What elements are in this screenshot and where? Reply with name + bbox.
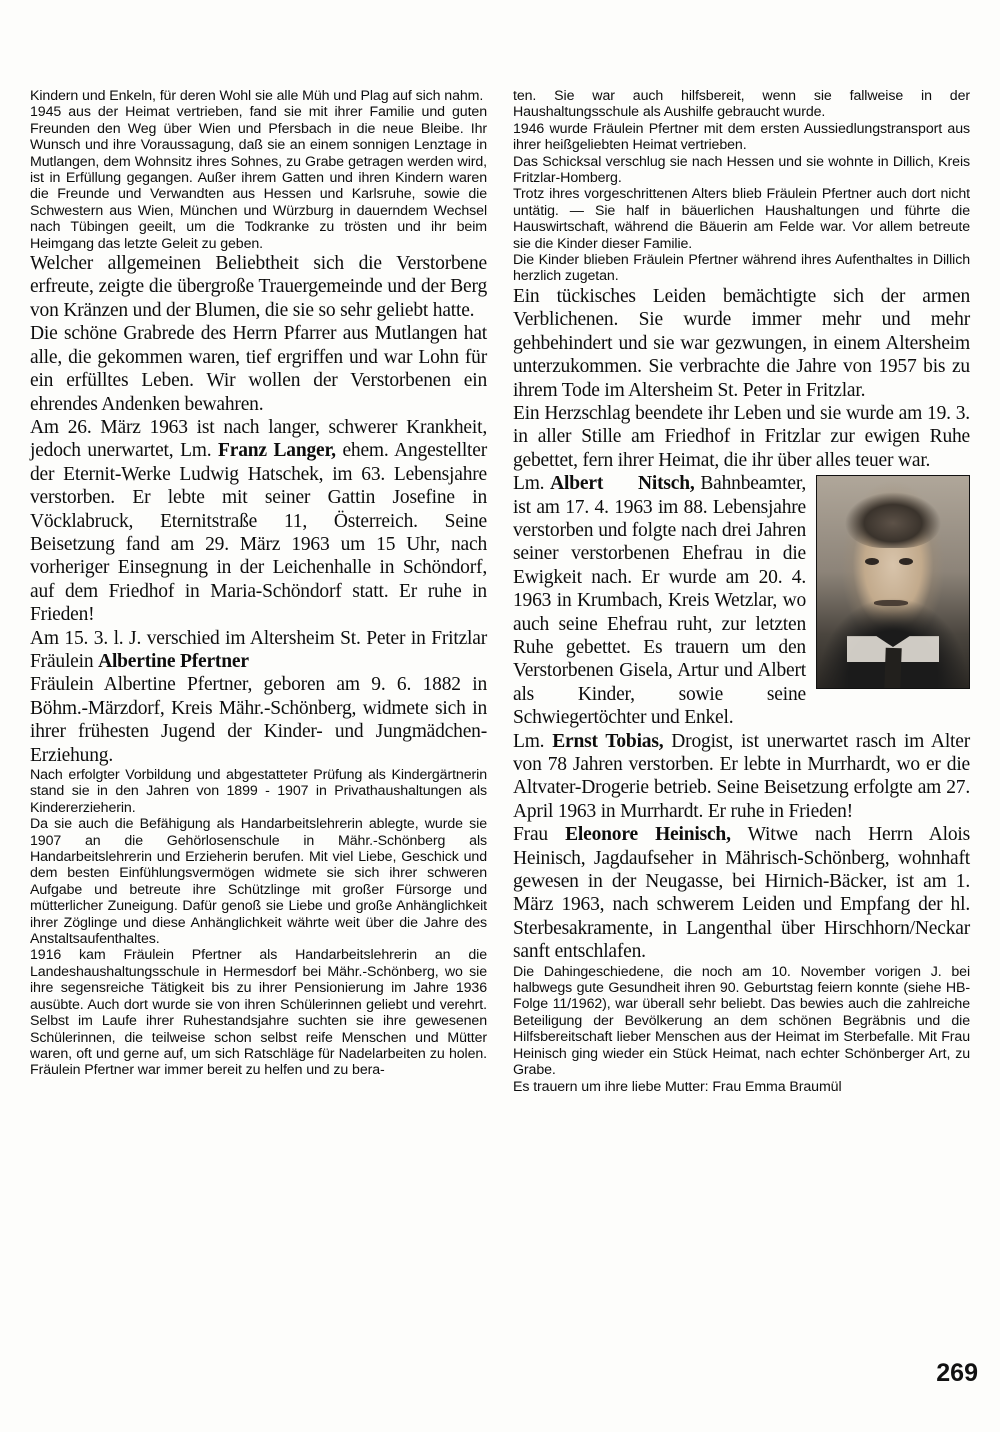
obituary-albert-nitsch: Lm. Albert Nitsch, Bahnbeamter, ist am 17. 4. 1963 im 88. Lebensjahre verstorben und folgte nach drei Jahren seiner verstorbenen Ehefrau in die Ewigkeit nach. Er wurde am 20. 4. 1963 in Krumbach, Kreis Wetzlar, wo auch seine Ehefrau ruht, zur letzten Ruhe gebettet. Es trauern um den Verstorbenen Gisela, Artur und Albert als Kinder, sowie seine Schwiegertöchter und Enkel. (513, 473, 807, 729)
mouth-shape (874, 600, 908, 606)
paragraph: ten. Sie war auch hilfsbereit, wenn sie fallweise in der Haushaltungsschule als Aushilfe gebraucht wurde. (513, 88, 970, 121)
paragraph: Welcher allgemeinen Beliebtheit sich die Verstorbene erfreute, zeigte die übergroße Trauergemeinde und der Berg von Kränzen und der Blumen, die sie so sehr geliebt hatte. (30, 253, 487, 321)
paragraph: Kindern und Enkeln, für deren Wohl sie alle Müh und Plag auf sich nahm. (30, 88, 484, 104)
paragraph: Nach erfolgter Vorbildung und abgestatteter Prüfung als Kindergärtnerin stand sie in den Jahren von 1899 - 1907 in Privathaushaltungen als Kindererzieherin. (30, 767, 487, 816)
paragraph: Fräulein Albertine Pfertner, geboren am 9. 6. 1882 in Böhm.-Märzdorf, Kreis Mähr.-Schönberg, widmete sich in ihrer frühesten Jugend der Kinder- und Jungmädchen-Erziehung. (30, 674, 487, 766)
paragraph: Ein Herzschlag beendete ihr Leben und sie wurde am 19. 3. in aller Stille am Friedhof in Fritzlar zur ewigen Ruhe gebettet, fern ihrer Heimat, die ihr über alles teuer war. (513, 402, 970, 471)
two-column-layout (30, 88, 970, 1095)
obituary-albertine-pfertner: Am 15. 3. l. J. verschied im Altersheim St. Peter in Fritzlar Fräulein Albertine Pfertner (30, 627, 487, 672)
paragraph: 1945 aus der Heimat vertrieben, fand sie mit ihrer Familie und guten Freunden den Weg über Wien und Pfersbach in die neue Bleibe. Ihr Wunsch und ihre Voraussagung, daß sie an einem sonnigen Lenztage in Mutlangen, dem Wohnsitz ihres Sohnes, zu Grabe getragen werden wird, ist in Erfüllung gegangen. Außer ihrem Gatten und ihren Kindern waren die Freunde und Verwandten aus Hessen und Karlsruhe, sowie die Schwestern aus Wien, München und Würzburg in dauerndem Wechsel nach Tübingen geeilt, um die Todkranke zu trösten und ihr beim Heimgang das letzte Geleit zu geben. (30, 104, 487, 252)
paragraph: Trotz ihres vorgeschrittenen Alters blieb Fräulein Pfertner auch dort nicht untätig. — Sie half in bäuerlichen Haushaltungen und führte die Hauswirtschaft, während die Bäuerin am Felde war. Vor allem betreute sie die Kinder dieser Familie. (513, 186, 970, 252)
paragraph: Da sie auch die Befähigung als Handarbeitslehrerin ablegte, wurde sie 1907 an die Gehörlosenschule in Mähr.-Schönberg als Handarbeitslehrerin und Erzieherin berufen. Mit viel Liebe, Geschick und dem besten Einfühlungsvermögen widmete sie sich ihrer schweren Aufgabe und betreute ihre Schützlinge mit großer Fürsorge und mütterlicher Zuneigung. Dafür genoß sie Liebe und große Anhänglichkeit ihrer Zöglinge und diese Anhänglichkeit währte weit über die Jahre des Anstaltsaufenthaltes. (30, 816, 487, 948)
paragraph: Die Kinder blieben Fräulein Pfertner während ihres Aufenthaltes in Dillich herzlich zugetan. (513, 252, 970, 285)
left-column (30, 88, 487, 1095)
paragraph: 1946 wurde Fräulein Pfertner mit dem ersten Aussiedlungstransport aus ihrer heißgeliebten Heimat vertrieben. (513, 120, 970, 154)
tie-shape (884, 648, 901, 689)
paragraph: Das Schicksal verschlug sie nach Hessen und sie wohnte in Dillich, Kreis Fritzlar-Homberg. (513, 153, 970, 187)
paragraph: Ein tückisches Leiden bemächtigte sich der armen Verblichenen. Sie wurde immer mehr und mehr gehbehindert und sie war gezwungen, in einem Altersheim unterzukommen. Sie verbrachte die Jahre von 1957 bis zu ihrem Tode im Altersheim St. Peter in Fritzlar. (513, 285, 970, 401)
paragraph: Die schöne Grabrede des Herrn Pfarrer aus Mutlangen hat alle, die gekommen waren, tief ergriffen und war Lohn für ein erfülltes Leben. Wir wollen der Verstorbenen ein ehrendes Andenken bewahren. (30, 323, 487, 415)
obituary-albert-nitsch-block (513, 472, 970, 729)
paragraph: Die Dahingeschiedene, die noch am 10. November vorigen J. bei halbwegs gute Gesundheit ihren 90. Geburtstag feiern konnte (siehe HB-Folge 11/1962), war überall sehr beliebt. Das bewies auch die zahlreiche Beteiligung der Bevölkerung an dem schönen Begräbnis und die Hilfsbereitschaft lieber Menschen aus der Heimat im Sterbefalle. Mit Frau Heinisch ging wieder ein Stück Heimat, nach echter Schönberger Art, zu Grabe. (513, 963, 970, 1079)
obituary-franz-langer: Am 26. März 1963 ist nach langer, schwerer Krankheit, jedoch unerwartet, Lm. Franz Langer, ehem. Angestellter der Eternit-Werke Ludwig Hatschek, im 63. Lebensjahre verstorben. Er lebte mit seiner Gattin Josefine in Vöcklabruck, Eternitstraße 11, Österreich. Seine Beisetzung fand am 29. März 1963 um 15 Uhr, nach vorheriger Einsegnung in der Leichenhalle in Schöndorf, auf dem Friedhof in Maria-Schöndorf statt. Er ruhe in Frieden! (30, 416, 488, 626)
obituary-eleonore-heinisch: Frau Eleonore Heinisch, Witwe nach Herrn Alois Heinisch, Jagdaufseher in Mährisch-Schönberg, wohnhaft gewesen in der Neugasse, bei Hirnich-Bäcker, ist am 1. März 1963, nach schwerem Leiden und Empfang der hl. Sterbesakramente, in Langenthal über Hirschhorn/Neckar sanft entschlafen. (513, 824, 970, 963)
paragraph: 1916 kam Fräulein Pfertner als Handarbeitslehrerin an die Landeshaushaltungsschule in Hermesdorf bei Mähr.-Schönberg, wo sie ihre segensreiche Tätigkeit bis zu ihrer Pensionierung im Jahre 1936 ausübte. Auch dort wurde sie von ihren Schülerinnen geliebt und verehrt. Selbst im Laufe ihrer Ruhestandsjahre suchten sie ihre gewesenen Schülerinnen, die teilweise schon selbst reife Menschen und Mütter waren, oft und gerne auf, um sich Ratschläge für Nadelarbeiten zu holen. Fräulein Pfertner war immer bereit zu helfen und zu bera- (30, 947, 487, 1079)
page-number: 269 (936, 1359, 978, 1387)
hair-shape (845, 486, 941, 548)
paragraph: Es trauern um ihre liebe Mutter: Frau Emma Braumül (513, 1078, 842, 1095)
right-column (513, 88, 970, 1095)
portrait-photo (816, 475, 970, 689)
obituary-ernst-tobias: Lm. Ernst Tobias, Drogist, ist unerwartet rasch im Alter von 78 Jahren verstorben. Er lebte in Murrhardt, wo er die Altvater-Drogerie betrieb. Seine Beisetzung erfolgte am 27. April 1963 in Murrhardt. Er ruhe in Frieden! (513, 730, 971, 822)
